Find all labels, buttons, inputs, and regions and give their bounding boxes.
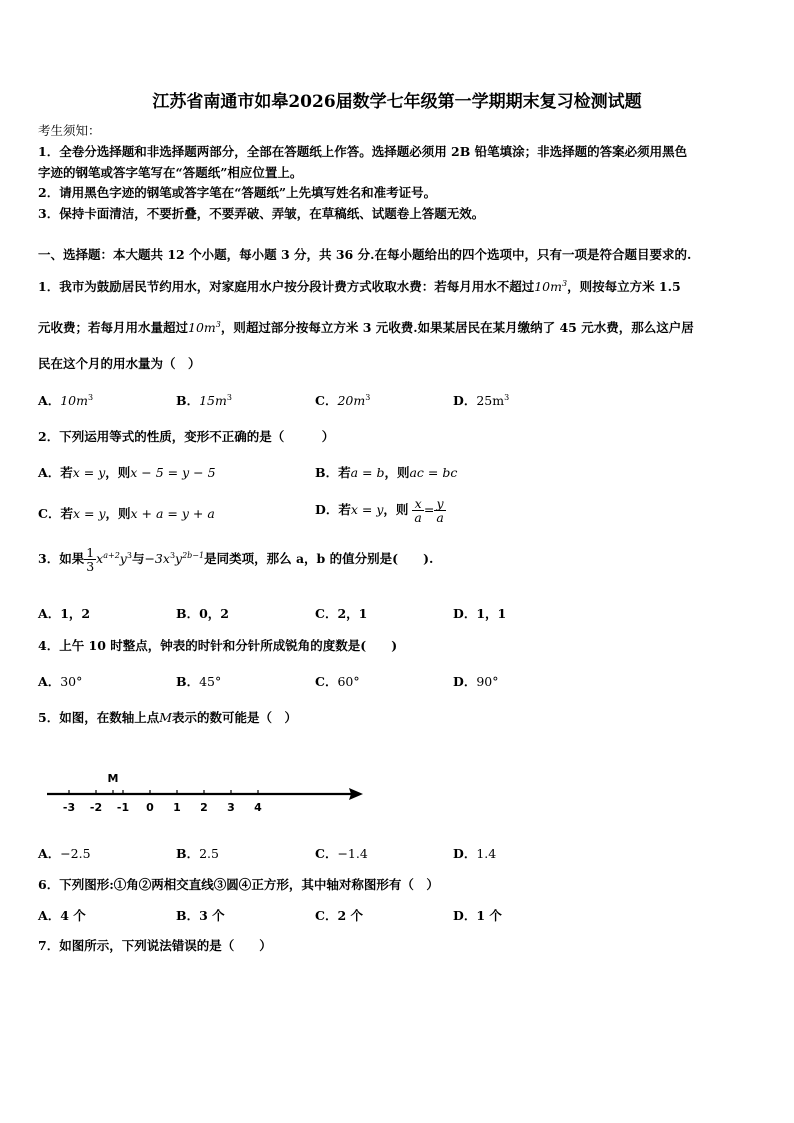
q1-option-a[interactable]: A．$10m^3$ bbox=[38, 393, 94, 408]
q5-option-d[interactable]: D．1.4 bbox=[453, 846, 497, 861]
question-4-stem: 4．上午 10 时整点，钟表的时针和分针所成锐角的度数是( ) bbox=[38, 638, 398, 653]
question-1-line-1 bbox=[38, 277, 681, 295]
number-line-tick-label: 3 bbox=[227, 801, 235, 814]
q1-math-2: $10m^3$ bbox=[188, 320, 221, 335]
q5-option-c[interactable]: C．−1.4 bbox=[315, 846, 368, 861]
q5-option-b[interactable]: B．2.5 bbox=[176, 846, 219, 861]
q6-option-c[interactable]: C．2 个 bbox=[315, 908, 364, 923]
question-3-stem: 3．如果 $\frac{1}{3}$ $x^{a+2}y^3$与$-3x^3y^{2b-1}$是同类项，那么 a，b 的值分别是( ). bbox=[38, 545, 434, 574]
number-line-tick-label: -3 bbox=[62, 801, 76, 814]
q2-d-fraction-left: $\frac{x}{a}$ bbox=[414, 496, 422, 525]
q2-option-a[interactable]: A．若x = y，则x − 5 = y − 5 bbox=[38, 465, 216, 480]
q4-option-a[interactable]: A．30° bbox=[38, 674, 83, 689]
q1-text-a: 1．我市为鼓励居民节约用水，对家庭用水户按分段计费方式收取水费：若每月用水不超过 bbox=[38, 279, 535, 294]
notice-heading: 考生须知： bbox=[38, 123, 101, 138]
q3-fraction: $\frac{1}{3}$ bbox=[86, 545, 95, 574]
notice-item-2: 2．请用黑色字迹的钢笔或答字笔在“答题纸”上先填写姓名和准考证号。 bbox=[38, 185, 437, 200]
section-heading: 一、选择题：本大题共 12 个小题，每小题 3 分，共 36 分.在每小题给出的四个选项中，只有一项是符合题目要求的. bbox=[38, 247, 692, 262]
question-5-stem: 5．如图，在数轴上点M表示的数可能是（ ） bbox=[38, 710, 298, 725]
number-line-figure bbox=[45, 768, 375, 818]
q4-option-c[interactable]: C．60° bbox=[315, 674, 360, 689]
q1-text-d: ，则超过部分按每立方米 3 元收费.如果某居民在某月缴纳了 45 元水费，那么这户居 bbox=[220, 320, 694, 335]
q1-math-1: $10m^3$ bbox=[534, 279, 568, 294]
number-line-tick-label: 2 bbox=[200, 801, 208, 814]
number-line-tick-label: -1 bbox=[116, 801, 130, 814]
number-line-tick-label: 1 bbox=[173, 801, 181, 814]
q3-option-c[interactable]: C．2，1 bbox=[315, 606, 368, 621]
notice-item-1-line-2: 字迹的钢笔或答字笔写在“答题纸”相应位置上。 bbox=[38, 165, 303, 180]
number-line-tick-label: -2 bbox=[89, 801, 103, 814]
point-m-label: M bbox=[107, 772, 119, 785]
number-line-tick-label: 4 bbox=[254, 801, 262, 814]
arrow-right-icon bbox=[349, 788, 363, 800]
notice-item-3: 3．保持卡面清洁，不要折叠，不要弄破、弄皱，在草稿纸、试题卷上答题无效。 bbox=[38, 206, 485, 221]
q4-option-b[interactable]: B．45° bbox=[176, 674, 222, 689]
notice-item-1-line-1: 1．全卷分选择题和非选择题两部分，全部在答题纸上作答。选择题必须用 2B 铅笔填涂；非选择题的答案必须用黑色 bbox=[38, 144, 688, 159]
q6-option-d[interactable]: D．1 个 bbox=[453, 908, 502, 923]
q1-text-c: 元收费；若每月用水量超过 bbox=[38, 320, 189, 335]
question-6-stem: 6．下列图形:①角②两相交直线③圆④正方形，其中轴对称图形有（ ） bbox=[38, 877, 439, 892]
q2-option-c[interactable]: C．若x = y，则x + a = y + a bbox=[38, 506, 215, 521]
q3-option-b[interactable]: B．0，2 bbox=[176, 606, 229, 621]
number-line-tick-label: 0 bbox=[146, 801, 154, 814]
question-1-line-2 bbox=[38, 318, 694, 336]
q6-option-b[interactable]: B．3 个 bbox=[176, 908, 225, 923]
q1-option-c[interactable]: C．$20m^3$ bbox=[315, 393, 371, 408]
q2-option-d[interactable]: D．若x = y，则 $\frac{x}{a}$ = $\frac{y}{a}$ bbox=[315, 496, 444, 525]
question-2-stem: 2．下列运用等式的性质，变形不正确的是（ ） bbox=[38, 429, 335, 444]
q1-option-d[interactable]: D．$25m^3$ bbox=[453, 393, 510, 408]
question-7-stem: 7．如图所示，下列说法错误的是（ ） bbox=[38, 938, 272, 953]
q1-option-b[interactable]: B．$15m^3$ bbox=[176, 393, 232, 408]
q1-text-b: ，则按每立方米 1.5 bbox=[567, 279, 681, 294]
q2-option-b[interactable]: B．若a = b，则ac = bc bbox=[315, 465, 458, 480]
q5-option-a[interactable]: A．−2.5 bbox=[38, 846, 91, 861]
question-1-line-3: 民在这个月的用水量为（ ） bbox=[38, 356, 201, 371]
q6-option-a[interactable]: A．4 个 bbox=[38, 908, 86, 923]
q4-option-d[interactable]: D．90° bbox=[453, 674, 499, 689]
q3-option-d[interactable]: D．1，1 bbox=[453, 606, 507, 621]
page-title: 江苏省南通市如皋2026届数学七年级第一学期期末复习检测试题 bbox=[152, 92, 642, 112]
q2-d-fraction-right: $\frac{y}{a}$ bbox=[436, 496, 444, 525]
q3-option-a[interactable]: A．1，2 bbox=[38, 606, 91, 621]
